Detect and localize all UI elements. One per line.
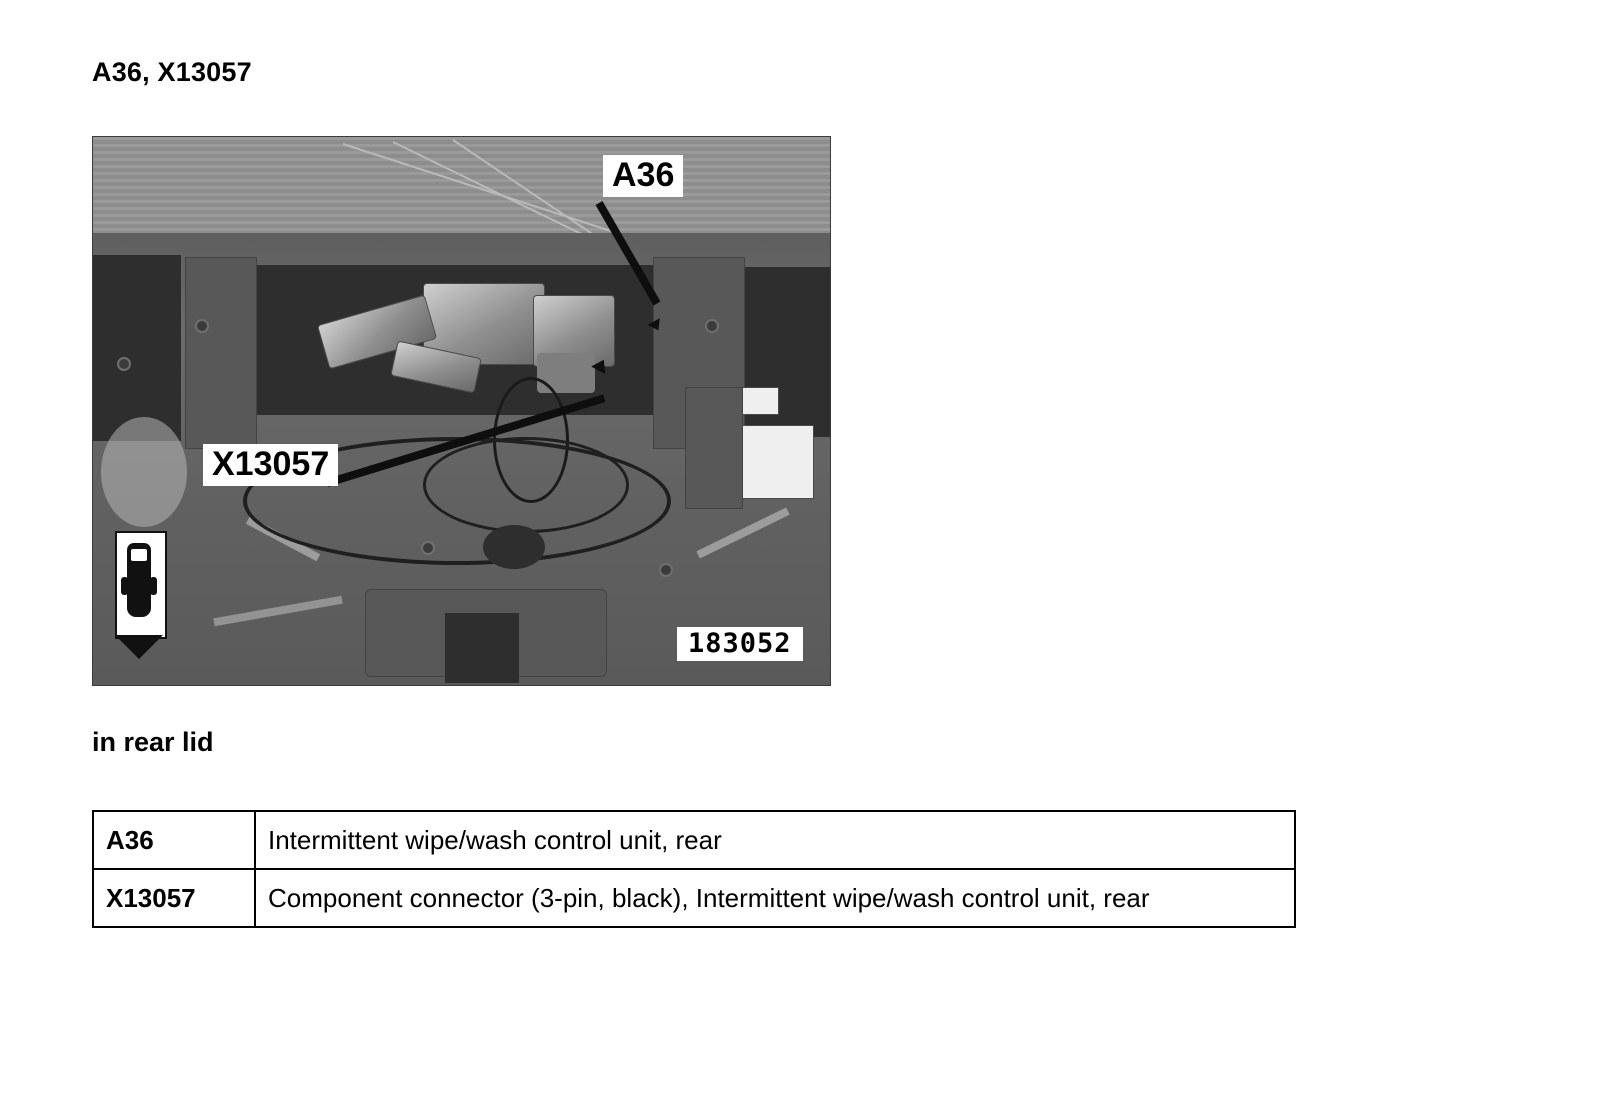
photo-image-number: 183052: [677, 627, 803, 661]
photo-white-connector: [741, 387, 779, 415]
photo-recess-left: [93, 255, 181, 441]
component-location-photo: [92, 136, 831, 686]
legend-description: Component connector (3-pin, black), Intermittent wipe/wash control unit, rear: [255, 869, 1295, 927]
car-position-pointer-gap: [119, 631, 159, 635]
photo-label-a36: A36: [603, 155, 683, 197]
photo-right-bracket: [685, 387, 743, 509]
photo-label-x13057: X13057: [203, 444, 338, 486]
legend-code: A36: [93, 811, 255, 869]
legend-table: [92, 810, 1296, 928]
car-wheel-left: [121, 577, 128, 595]
car-window: [131, 549, 147, 561]
photo-screw-5: [661, 565, 671, 575]
legend-description: Intermittent wipe/wash control unit, rear: [255, 811, 1295, 869]
photo-grommet: [483, 525, 545, 569]
car-wheel-right: [150, 577, 157, 595]
car-position-icon: [111, 531, 167, 661]
table-row: [93, 811, 1295, 869]
photo-highlight-lens: [101, 417, 187, 527]
photo-screw-1: [197, 321, 207, 331]
photo-white-module: [738, 425, 814, 499]
photo-background-upper: [93, 137, 830, 237]
photo-screw-2: [707, 321, 717, 331]
page-title: A36, X13057: [92, 57, 252, 87]
photo-bracket-left: [185, 257, 257, 449]
legend-code: X13057: [93, 869, 255, 927]
photo-caption: in rear lid: [92, 727, 214, 757]
table-row: [93, 869, 1295, 927]
photo-lower-tray-slot: [445, 613, 519, 683]
car-position-pointer: [115, 635, 163, 659]
photo-screw-3: [119, 359, 129, 369]
